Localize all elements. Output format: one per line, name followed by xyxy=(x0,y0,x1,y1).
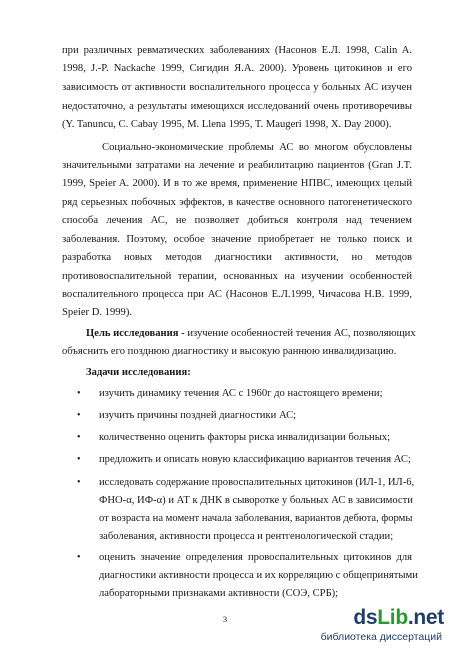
bullet-icon: • xyxy=(77,454,81,465)
watermark-logo-text xyxy=(353,606,444,630)
text-line: значительными затратами на лечение и реабилитацию пациентов (Gran J.T. xyxy=(62,160,412,171)
list-item: изучить динамику течения АС с 1960г до настоящего времени; xyxy=(99,388,383,399)
text-line: 1998, J.-P. Nackache 1999, Сигидин Я.А. 2000). Уровень цитокинов и его xyxy=(62,63,412,74)
list-item: изучить причины поздней диагностики АС; xyxy=(99,410,297,421)
bullet-icon: • xyxy=(77,388,81,399)
section-heading: Задачи исследования: xyxy=(86,367,191,378)
goal-line xyxy=(86,327,416,341)
goal-label: Цель исследования - xyxy=(86,328,185,339)
logo-part-net: .net xyxy=(407,606,444,629)
logo-part-ds: ds xyxy=(353,606,378,629)
text-line: недостаточно, а результаты имеющихся исследований очень противоречивы xyxy=(62,101,412,112)
list-item-cont: лабораторными признаками активности (СОЭ, СРБ); xyxy=(99,588,339,599)
goal-text: изучение особенностей течения АС, позволяющих xyxy=(187,328,416,339)
text-line: ряд серьезных побочных эффектов, в качестве основного патогенетического xyxy=(62,197,412,208)
dslib-watermark-logo xyxy=(309,606,444,646)
text-line: заболевания. Поэтому, особое значение приобретает не только поиск и xyxy=(62,234,412,245)
text-line: (Y. Tanuncu, C. Cabay 1995, M. Llena 1995, T. Maugeri 1998, X. Day 2000). xyxy=(62,119,392,130)
text-line: 1999, Speier A. 2000). И в то же время, применение НПВС, имеющих целый xyxy=(62,178,412,189)
text-line: зависимость от активности воспалительного процесса у больных АС изучен xyxy=(62,82,412,93)
bullet-icon: • xyxy=(77,410,81,421)
text-line: Speier D. 1999). xyxy=(62,307,133,318)
list-item: оценить значение определения провоспалительных цитокинов для xyxy=(99,552,412,563)
text-line: объяснить его позднюю диагностику и высокую раннюю инвалидизацию. xyxy=(62,346,397,357)
bullet-icon: • xyxy=(77,477,81,488)
text-line: при различных ревматических заболеваниях (Насонов Е.Л. 1998, Calin A. xyxy=(62,45,412,56)
list-item: исследовать содержание провоспалительных цитокинов (ИЛ-1, ИЛ-6, xyxy=(99,477,415,488)
list-item-cont: диагностики активности процесса и их корреляцию с общепринятыми xyxy=(99,570,418,581)
text-line: способа лечения АС, не позволяет добиться контроля над течением xyxy=(62,215,412,226)
text-line: разработка новых методов диагностики активности, но методов xyxy=(62,252,412,263)
page-number: 3 xyxy=(222,614,228,624)
watermark-subtitle: библиотека диссертаций xyxy=(320,631,442,643)
list-item-cont: ФНО-α, ИФ-α) и АТ к ДНК в сыворотке у больных АС в зависимости xyxy=(99,495,413,506)
list-item: количественно оценить факторы риска инвалидизации больных; xyxy=(99,432,391,443)
list-item-cont: заболевания, активности процесса и рентгенологической стадии; xyxy=(99,531,394,542)
text-line: Социально-экономические проблемы АС во многом обусловлены xyxy=(102,142,412,153)
bullet-icon: • xyxy=(77,552,81,563)
list-item-cont: от возраста на момент начала заболевания, вариантов дебюта, формы xyxy=(99,513,413,524)
logo-part-lib: Lib xyxy=(377,606,408,629)
text-line: противовоспалительной терапии, основанных на изучении особенностей xyxy=(62,271,412,282)
text-line: воспалительного процесса при АС (Насонов Е.Л.1999, Чичасова Н.В. 1999, xyxy=(62,289,412,300)
bullet-icon: • xyxy=(77,432,81,443)
list-item: предложить и описать новую классификацию вариантов течения АС; xyxy=(99,454,411,465)
